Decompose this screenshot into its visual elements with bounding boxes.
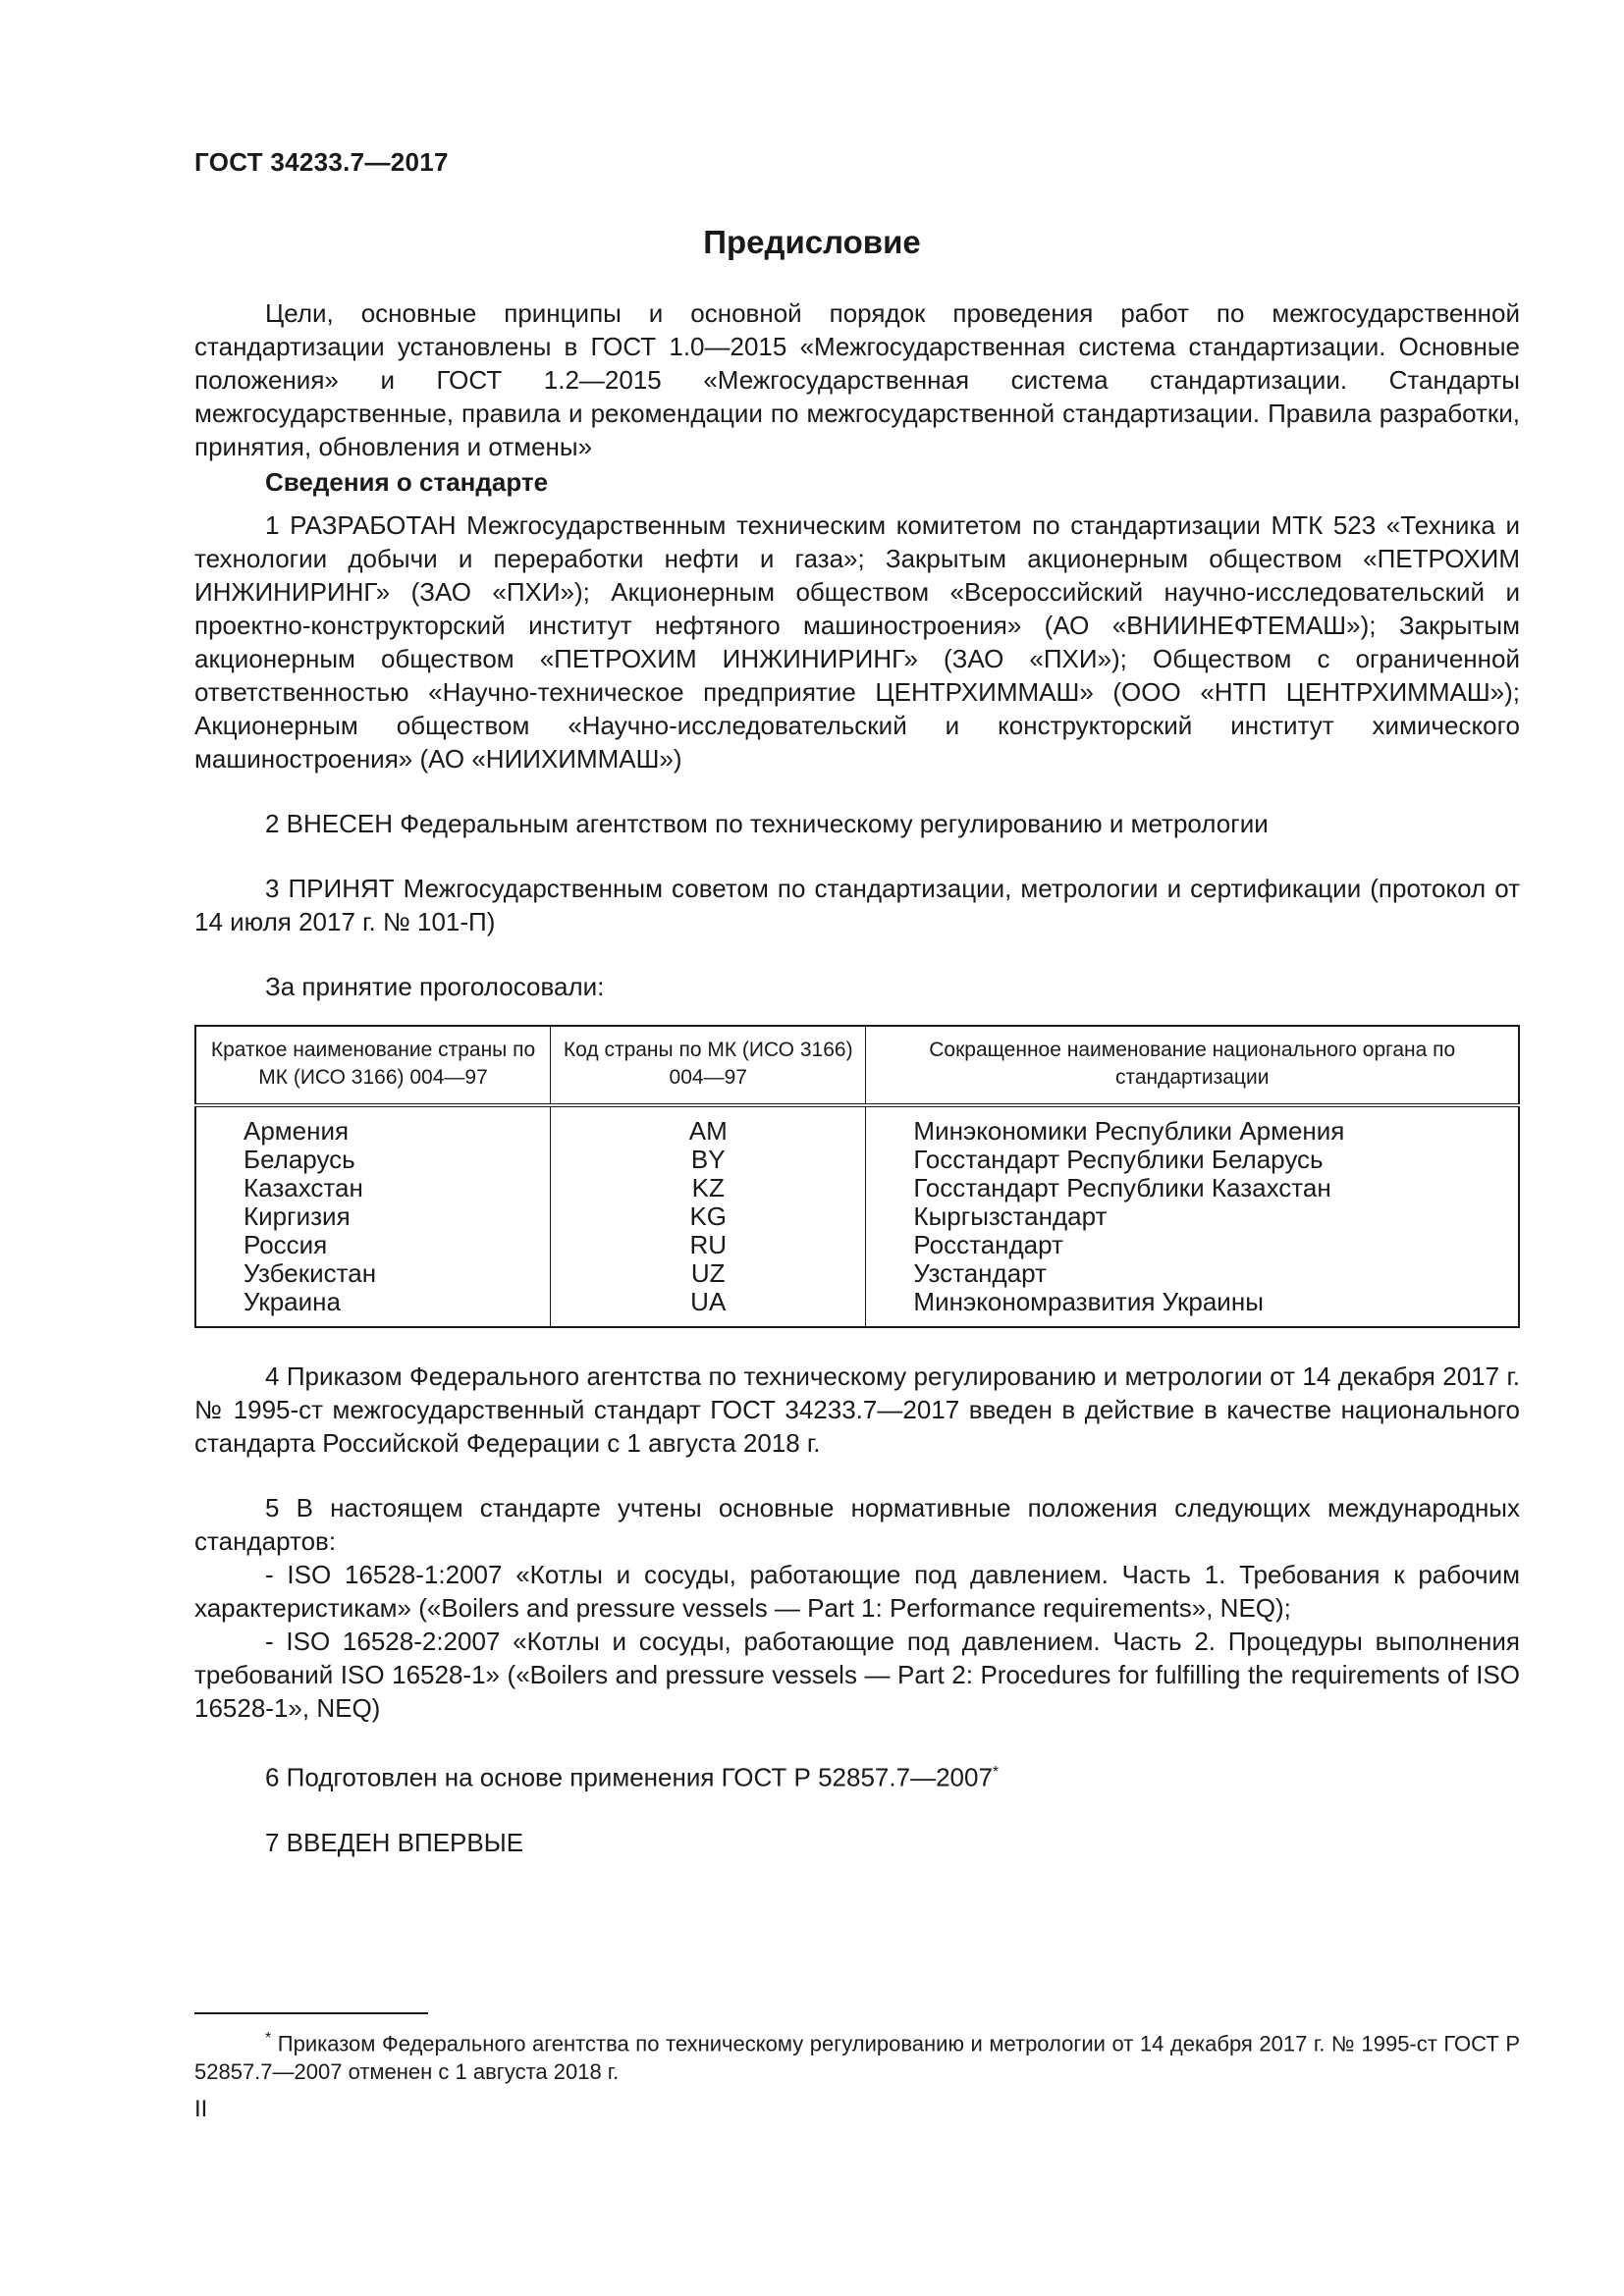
item-7: 7 ВВЕДЕН ВПЕРВЫЕ — [265, 1827, 524, 1857]
table-row — [195, 1231, 1519, 1259]
footnote-ref: * — [992, 1764, 1000, 1781]
table-row — [195, 1259, 1519, 1288]
page-title: Предисловие — [703, 224, 921, 260]
item-2: 2 ВНЕСЕН Федеральным агентством по техническому регулированию и метрологии — [265, 809, 1269, 838]
national-organ: Госстандарт Республики Казахстан — [866, 1174, 1519, 1202]
country-name: Беларусь — [195, 1146, 551, 1174]
list-item: - ISO 16528-1:2007 «Котлы и сосуды, работающие под давлением. Часть 1. Требования к рабочим характеристикам» («Boilers and pressure vessels — Part 1: Performance requirements», NEQ); — [194, 1560, 1520, 1623]
national-organ: Узстандарт — [866, 1259, 1519, 1288]
table-header-country: Краткое наименование страны по МК (ИСО 3166) 004—97 — [195, 1026, 551, 1105]
subheading: Сведения о стандарте — [265, 467, 549, 497]
country-code: UA — [551, 1288, 866, 1327]
intro-paragraph: Цели, основные принципы и основной порядок проведения работ по межгосударственной стандартизации установлены в ГОСТ 1.0—2015 «Межгосударственная система стандартизации. Основные положения» и ГОСТ 1.2—2015 «Межгосударственная система стандартизации. Стандарты межгосударственные, правила и рекомендации по межгосударственной стандартизации. Правила разработки, принятия, обновления и отмены» — [194, 298, 1520, 461]
footnote — [194, 2024, 1520, 2086]
country-code: RU — [551, 1231, 866, 1259]
footnote-mark: * — [265, 2030, 272, 2047]
table-row — [195, 1105, 1519, 1146]
country-name: Узбекистан — [195, 1259, 551, 1288]
document-header: ГОСТ 34233.7—2017 — [194, 147, 449, 177]
voting-table — [194, 1025, 1520, 1328]
table-row — [195, 1146, 1519, 1174]
table-row — [195, 1288, 1519, 1327]
document-body — [194, 296, 1520, 1859]
national-organ: Госстандарт Республики Беларусь — [866, 1146, 1519, 1174]
country-code: UZ — [551, 1259, 866, 1288]
list-item: - ISO 16528-2:2007 «Котлы и сосуды, работающие под давлением. Часть 2. Процедуры выполнения требований ISO 16528-1» («Boilers and pressure vessels — Part 2: Procedures for fulfilling the requirements of ISO 16528-1», NEQ) — [194, 1627, 1520, 1723]
item-1: 1 РАЗРАБОТАН Межгосударственным техническим комитетом по стандартизации МТК 523 «Техника и технологии добычи и переработки нефти и газа»; Закрытым акционерным обществом «ПЕТРОХИМ ИНЖИНИРИНГ» (ЗАО «ПХИ»); Акционерным обществом «Всероссийский научно-исследовательский и проектно-конструкторский институт нефтяного машиностроения» (АО «ВНИИНЕФТЕМАШ»); Закрытым акционерным обществом «ПЕТРОХИМ ИНЖИНИРИНГ» (ЗАО «ПХИ»); Обществом с ограниченной ответственностью «Научно-техническое предприятие ЦЕНТРХИММАШ» (ООО «НТП ЦЕНТРХИММАШ»); Акционерным обществом «Научно-исследовательский и конструкторский институт химического машиностроения» (АО «НИИХИММАШ») — [194, 510, 1520, 774]
table-row — [195, 1202, 1519, 1231]
table-header-organ: Сокращенное наименование национального органа по стандартизации — [866, 1026, 1519, 1105]
voting-table-wrap — [194, 1025, 1520, 1328]
country-code: KG — [551, 1202, 866, 1231]
country-name: Казахстан — [195, 1174, 551, 1202]
country-code: AM — [551, 1105, 866, 1146]
country-code: KZ — [551, 1174, 866, 1202]
country-name: Армения — [195, 1105, 551, 1146]
national-organ: Минэкономразвития Украины — [866, 1288, 1519, 1327]
vote-intro: За принятие проголосовали: — [265, 972, 605, 1001]
country-name: Россия — [195, 1231, 551, 1259]
national-organ: Росстандарт — [866, 1231, 1519, 1259]
country-name: Киргизия — [195, 1202, 551, 1231]
page-number: II — [194, 2096, 208, 2122]
item-6-text: 6 Подготовлен на основе применения ГОСТ Р 52857.7—2007 — [265, 1762, 993, 1792]
table-header-code: Код страны по МК (ИСО 3166) 004—97 — [551, 1026, 866, 1105]
national-organ: Кыргызстандарт — [866, 1202, 1519, 1231]
item-5: 5 В настоящем стандарте учтены основные нормативные положения следующих международных стандартов: — [194, 1493, 1520, 1556]
table-header-row — [195, 1026, 1519, 1105]
country-code: BY — [551, 1146, 866, 1174]
table-row — [195, 1174, 1519, 1202]
national-organ: Минэкономики Республики Армения — [866, 1105, 1519, 1146]
footnote-divider — [194, 2012, 428, 2014]
item-4: 4 Приказом Федерального агентства по техническому регулированию и метрологии от 14 декабря 2017 г. № 1995-ст межгосударственный стандарт ГОСТ 34233.7—2017 введен в действие в качестве национального стандарта Российской Федерации с 1 августа 2018 г. — [194, 1362, 1520, 1458]
item-3: 3 ПРИНЯТ Межгосударственным советом по стандартизации, метрологии и сертификации (протокол от 14 июля 2017 г. № 101-П) — [194, 874, 1520, 936]
item-6 — [194, 1756, 1520, 1794]
footnote-text: Приказом Федерального агентства по техническому регулированию и метрологии от 14 декабря 2017 г. № 1995-ст ГОСТ Р 52857.7—2007 отменен с 1 августа 2018 г. — [194, 2031, 1520, 2085]
country-name: Украина — [195, 1288, 551, 1327]
